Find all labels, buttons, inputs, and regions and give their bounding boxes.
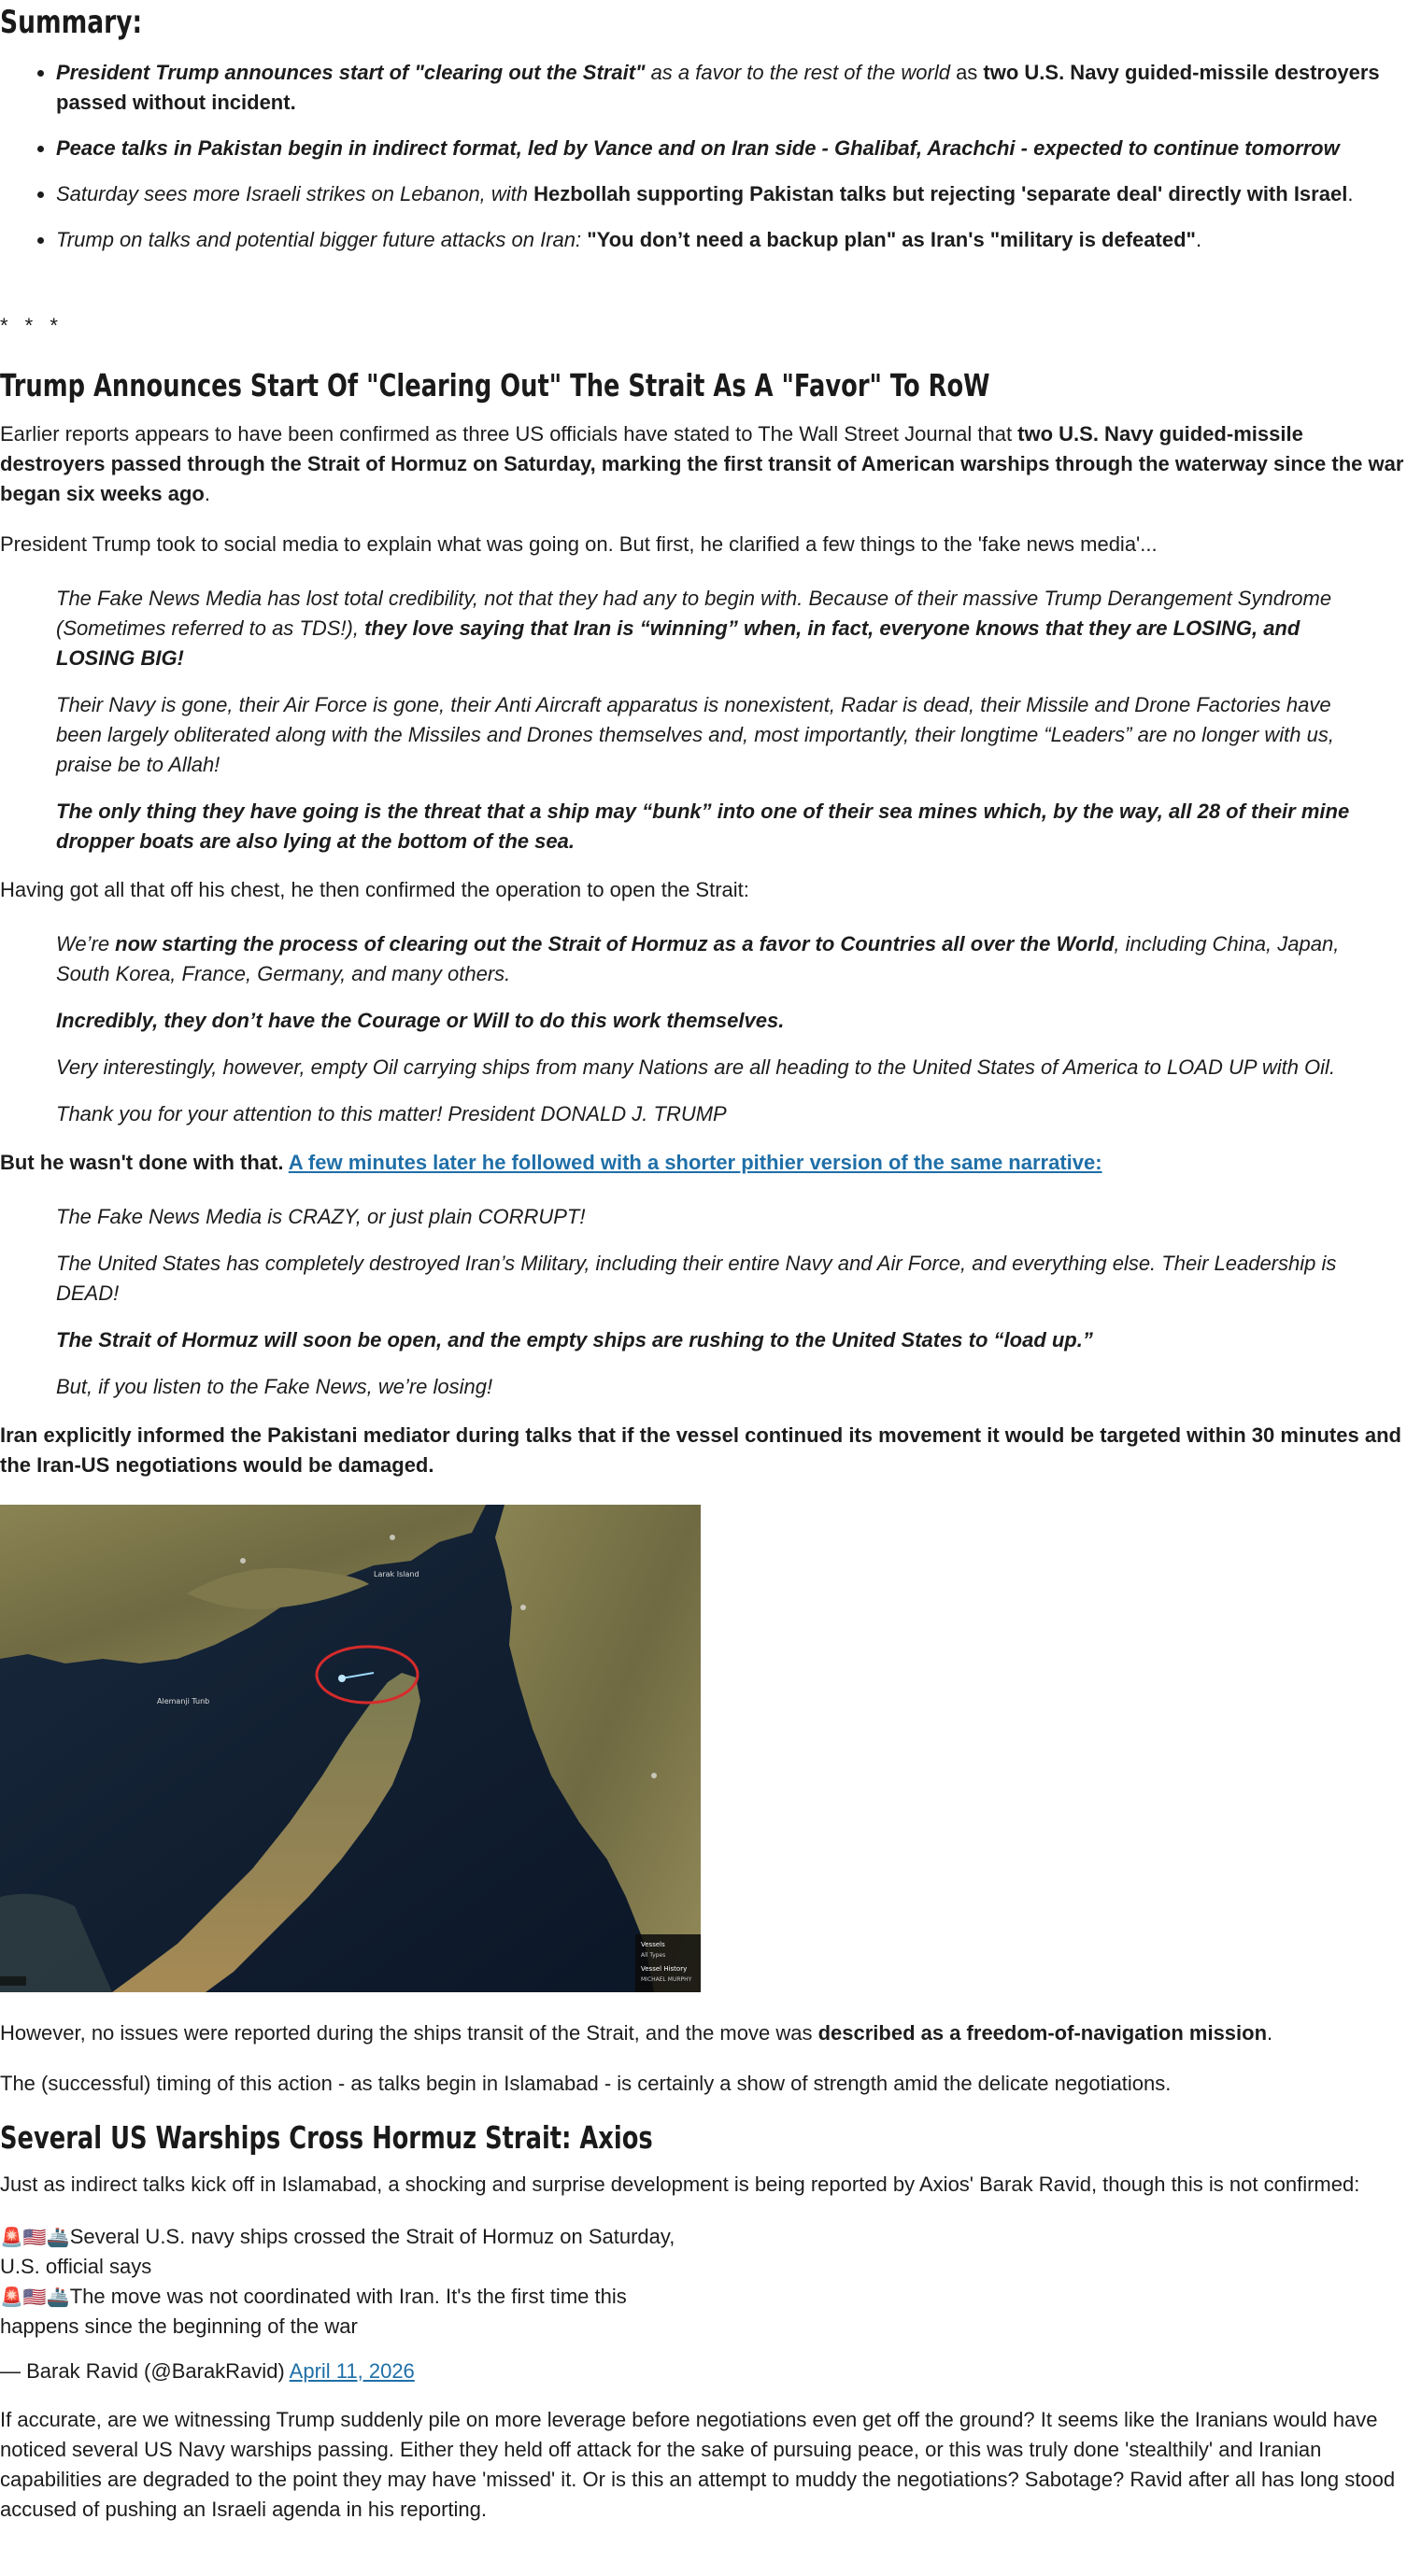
paragraph: Having got all that off his chest, he then confirmed the operation to open the Strait: — [0, 878, 749, 901]
map-marker — [520, 1605, 526, 1610]
paragraph: President Trump took to social media to explain what was going on. But first, he clarified a few things to the 'fake news media'... — [0, 532, 1158, 556]
tweet-author: — Barak Ravid (@BarakRavid) — [0, 2359, 290, 2383]
paragraph-text: . — [204, 482, 210, 505]
paragraph-text: . — [1267, 2021, 1273, 2045]
summary-item — [56, 179, 1407, 209]
paragraph — [0, 1148, 1407, 1178]
vessel-marker — [338, 1675, 346, 1682]
quote-paragraph: But, if you listen to the Fake News, we’re losing! — [56, 1375, 493, 1398]
tweet-credit — [0, 2357, 1407, 2386]
paragraph: If accurate, are we witnessing Trump suddenly pile on more leverage before negotiations even get off the ground? It seems like the Iranians would have noticed several US Navy warships passing. Either they held off attack for the sake of pursuing peace, or this was truly done 'stealthily' and Iranian capabilities are degraded to the point they may have 'missed' it. Or is this an attempt to muddy the negotiations? Sabotage? Ravid after all has long stood accused of pushing an Israeli agenda in his reporting. — [0, 2408, 1396, 2521]
summary-heading: Summary: — [0, 4, 143, 41]
tweet-text: Several U.S. navy ships crossed the Strait of Hormuz on Saturday, U.S. official says — [0, 2225, 675, 2278]
blockquote — [56, 1202, 1355, 1402]
summary-item-text: Saturday sees more Israeli strikes on Lebanon, with — [56, 182, 534, 205]
paragraph — [0, 2018, 1407, 2048]
blockquote — [56, 584, 1355, 856]
legend-history: Vessel History — [641, 1965, 688, 1973]
quote-paragraph — [56, 797, 1355, 856]
map-marker — [390, 1535, 395, 1540]
tweet-text: The move was not coordinated with Iran. It's the first time this happens since the beginning of the war — [0, 2285, 627, 2338]
quote-paragraph — [56, 1325, 1355, 1355]
tweet-line — [0, 2282, 710, 2342]
blockquote — [56, 929, 1355, 1129]
paragraph-emphasis: But he wasn't done with that. — [0, 1151, 289, 1174]
quote-emphasis: now starting the process of clearing out the Strait of Hormuz as a favor to Countries all over the World — [115, 932, 1115, 955]
quote-paragraph: The United States has completely destroyed Iran’s Military, including their entire Navy and Air Force, and everything else. Their Leadership is DEAD! — [56, 1252, 1337, 1305]
summary-item — [56, 58, 1407, 118]
summary-list — [0, 58, 1407, 255]
paragraph: The (successful) timing of this action - as talks begin in Islamabad - is certainly a show of strength amid the delicate negotiations. — [0, 2072, 1172, 2095]
quote-emphasis: The only thing they have going is the threat that a ship may “bunk” into one of their sea mines which, by the way, all 28 of their mine dropper boats are also lying at the bottom of the sea. — [56, 800, 1350, 853]
alert-flag-ship-icons: 🚨🇺🇸🚢 — [0, 2226, 70, 2248]
paragraph-text: Earlier reports appears to have been confirmed as three US officials have stated to The Wall Street Journal that — [0, 422, 1018, 446]
map-place-label: Larak Island — [374, 1570, 419, 1578]
quote-emphasis: The Strait of Hormuz will soon be open, and the empty ships are rushing to the United States to “load up.” — [56, 1328, 1093, 1352]
summary-item — [56, 134, 1407, 163]
legend-title: Vessels — [641, 1941, 665, 1948]
summary-item-text: . — [1195, 228, 1202, 251]
legend-vessel: MICHAEL MURPHY — [641, 1976, 692, 1983]
map-place-label: Alemanji Tunb — [157, 1697, 210, 1706]
quote-text: We’re — [56, 932, 116, 955]
quote-text: The Fake News Media has lost total credibility, not that they had any to begin with. Because of their massive Trump Derangement Syndrome (Sometimes referred to as TDS!), — [56, 587, 1332, 640]
quote-paragraph: Their Navy is gone, their Air Force is gone, their Anti Aircraft apparatus is nonexistent, Radar is dead, their Missile and Drone Factories have been largely obliterated along with the Missiles and Drones themselves and, most importantly, their longtime “Leaders” are no longer with us, praise be to Allah! — [56, 693, 1334, 776]
quote-paragraph — [56, 929, 1355, 989]
legend-item: All Types — [641, 1952, 666, 1959]
summary-item — [56, 225, 1407, 255]
paragraph-emphasis: Iran explicitly informed the Pakistani mediator during talks that if the vessel continued its movement it would be targeted within 30 minutes and the Iran-US negotiations would be damaged. — [0, 1423, 1401, 1477]
map-scale — [0, 1976, 26, 1986]
paragraph: Just as indirect talks kick off in Islamabad, a shocking and surprise development is being reported by Axios' Barak Ravid, though this is not confirmed: — [0, 2173, 1360, 2196]
followup-post-link[interactable]: A few minutes later he followed with a shorter pithier version of the same narrative: — [288, 1151, 1102, 1174]
summary-item-lead: President Trump announces start of "clearing out the Strait" — [56, 61, 646, 84]
quote-paragraph — [56, 1006, 1355, 1036]
section-divider: * * * — [0, 314, 64, 337]
quote-paragraph: Very interestingly, however, empty Oil carrying ships from many Nations are all heading to the United States of America to LOAD UP with Oil. — [56, 1055, 1336, 1079]
summary-item-text: Trump on talks and potential bigger future attacks on Iran: — [56, 228, 588, 251]
summary-item-lead: Peace talks in Pakistan begin in indirect format, led by Vance and on Iran side - Ghalibaf, Arachchi - expected to continue tomorrow — [56, 136, 1340, 160]
quote-emphasis: Incredibly, they don’t have the Courage or Will to do this work themselves. — [56, 1009, 785, 1032]
summary-item-text: as — [949, 61, 984, 84]
paragraph — [0, 419, 1407, 509]
summary-item-text: . — [1347, 182, 1354, 205]
paragraph-emphasis: described as a freedom-of-navigation mission — [817, 2021, 1268, 2045]
summary-item-emphasis: two U.S. Navy guided-missile destroyers passed without incident. — [56, 61, 1380, 114]
paragraph-text: However, no issues were reported during the ships transit of the Strait, and the move was — [0, 2021, 818, 2045]
section-title: Several US Warships Cross Hormuz Strait: Axios — [0, 2119, 653, 2156]
quote-text: , including China, Japan, South Korea, France, Germany, and many others. — [56, 932, 1340, 985]
summary-item-emphasis: "You don’t need a backup plan" as Iran's "military is defeated" — [587, 228, 1196, 251]
map-marker — [651, 1773, 657, 1778]
section-title: Trump Announces Start Of "Clearing Out" The Strait As A "Favor" To RoW — [0, 367, 990, 403]
summary-item-text: as a favor to the rest of the world — [645, 61, 950, 84]
quote-paragraph: The Fake News Media is CRAZY, or just plain CORRUPT! — [56, 1205, 586, 1228]
tweet-date-link[interactable]: April 11, 2026 — [289, 2359, 415, 2383]
quote-paragraph: Thank you for your attention to this matter! President DONALD J. TRUMP — [56, 1102, 727, 1125]
alert-flag-ship-icons: 🚨🇺🇸🚢 — [0, 2286, 70, 2308]
paragraph — [0, 1421, 1407, 1480]
summary-item-emphasis: Hezbollah supporting Pakistan talks but rejecting 'separate deal' directly with Israel — [533, 182, 1348, 205]
quote-paragraph — [56, 584, 1355, 673]
map-marker — [240, 1558, 246, 1564]
paragraph-emphasis: two U.S. Navy guided-missile destroyers passed through the Strait of Hormuz on Saturday, marking the first transit of American warships through the waterway since the war began six weeks ago — [0, 422, 1404, 505]
quote-emphasis: they love saying that Iran is “winning” when, in fact, everyone knows that they are LOSING, and LOSING BIG! — [56, 616, 1300, 670]
tweet-line — [0, 2222, 710, 2282]
strait-map-image — [0, 1505, 701, 1992]
embedded-tweet — [0, 2222, 710, 2342]
satellite-map — [0, 1505, 701, 1992]
